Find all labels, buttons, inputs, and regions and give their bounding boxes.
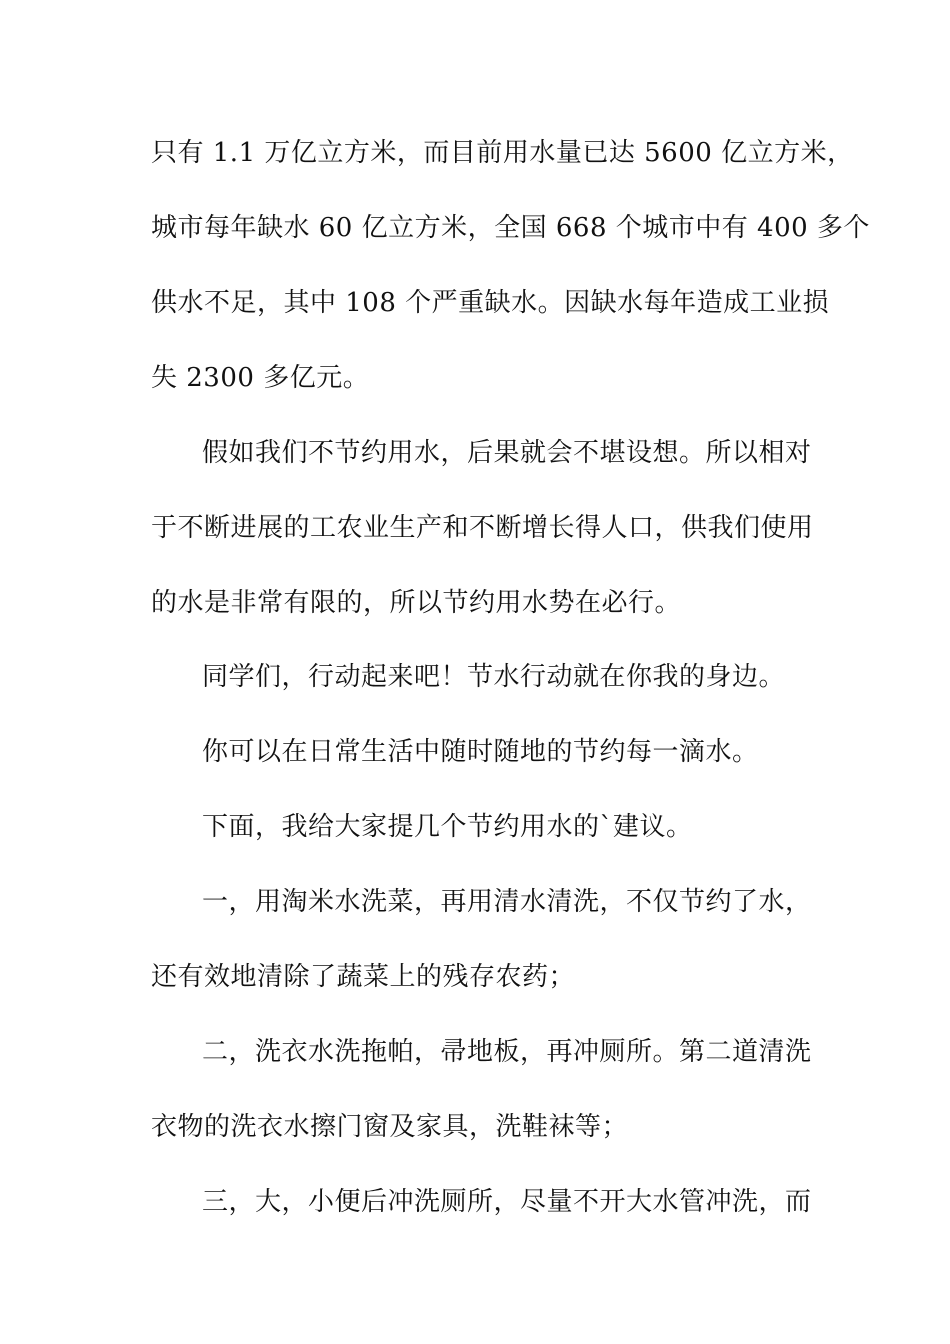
text-line: 衣物的洗衣水擦门窗及家具，洗鞋袜等； [151,1112,629,1142]
paragraph-first-line: 假如我们不节约用水，后果就会不堪设想。所以相对 [202,438,812,468]
paragraph-first-line: 三，大，小便后冲洗厕所，尽量不开大水管冲洗，而 [202,1187,812,1217]
paragraph-first-line: 一，用淘米水洗菜，再用清水清洗，不仅节约了水， [202,887,812,917]
text-line: 供水不足，其中 108 个严重缺水。因缺水每年造成工业损 [151,288,830,318]
text-line: 还有效地清除了蔬菜上的残存农药； [151,962,576,992]
paragraph-first-line: 二，洗衣水洗拖帕，帚地板，再冲厕所。第二道清洗 [202,1037,812,1067]
paragraph-first-line: 下面，我给大家提几个节约用水的`建议。 [202,812,693,842]
text-line: 城市每年缺水 60 亿立方米，全国 668 个城市中有 400 多个 [151,213,870,243]
text-line: 于不断进展的工农业生产和不断增长得人口，供我们使用 [151,513,814,543]
text-line: 只有 1.1 万亿立方米，而目前用水量已达 5600 亿立方米， [151,138,854,168]
text-line: 的水是非常有限的，所以节约用水势在必行。 [151,588,682,618]
paragraph-first-line: 同学们，行动起来吧！节水行动就在你我的身边。 [202,662,786,692]
text-line: 失 2300 多亿元。 [151,363,370,393]
paragraph-first-line: 你可以在日常生活中随时随地的节约每一滴水。 [202,737,759,767]
